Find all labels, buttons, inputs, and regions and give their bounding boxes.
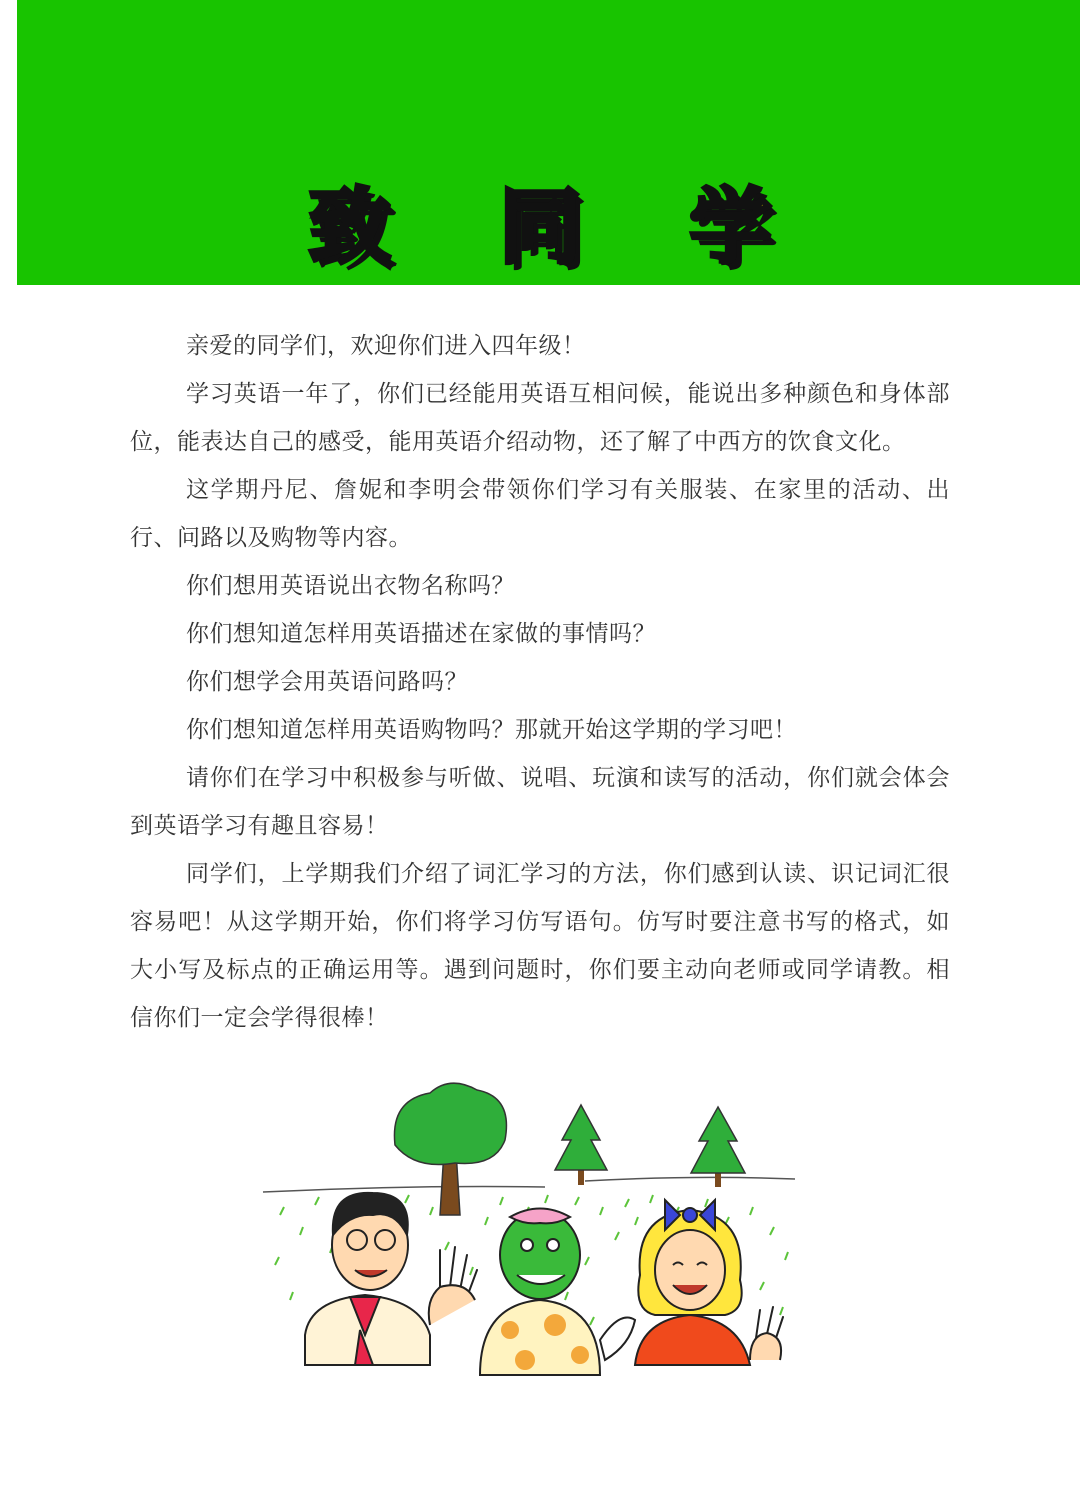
pine-tree-icon — [555, 1105, 607, 1185]
tree-icon — [394, 1083, 506, 1215]
paragraph: 你们想知道怎样用英语购物吗？那就开始这学期的学习吧！ — [186, 717, 797, 743]
cartoon-illustration — [255, 1075, 815, 1395]
pine-tree-icon — [691, 1107, 745, 1187]
girl-character — [635, 1200, 783, 1365]
paragraph: 你们想用英语说出衣物名称吗？ — [186, 573, 515, 599]
paragraph: 这学期丹尼、詹妮和李明会带领你们学习有关服装、在家里的活动、出行、问路以及购物等内容。 — [130, 477, 950, 551]
paragraph: 亲爱的同学们，欢迎你们进入四年级！ — [186, 333, 586, 359]
dinosaur-character — [480, 1209, 635, 1376]
letter-body — [130, 322, 950, 1042]
paragraph: 你们想知道怎样用英语描述在家做的事情吗？ — [186, 621, 656, 647]
paragraph: 请你们在学习中积极参与听做、说唱、玩演和读写的活动，你们就会体会到英语学习有趣且容易！ — [130, 765, 950, 839]
boy-character — [305, 1193, 477, 1365]
paragraph: 同学们，上学期我们介绍了词汇学习的方法，你们感到认读、识记词汇很容易吧！从这学期开始，你们将学习仿写语句。仿写时要注意书写的格式，如大小写及标点的正确运用等。遇到问题时，你们要主动向老师或同学请教。相信你们一定会学得很棒！ — [130, 861, 950, 1031]
paragraph: 你们想学会用英语问路吗？ — [186, 669, 468, 695]
page-title: 致 同 学 — [308, 180, 812, 275]
paragraph: 学习英语一年了，你们已经能用英语互相问候，能说出多种颜色和身体部位，能表达自己的感受，能用英语介绍动物，还了解了中西方的饮食文化。 — [130, 381, 950, 455]
